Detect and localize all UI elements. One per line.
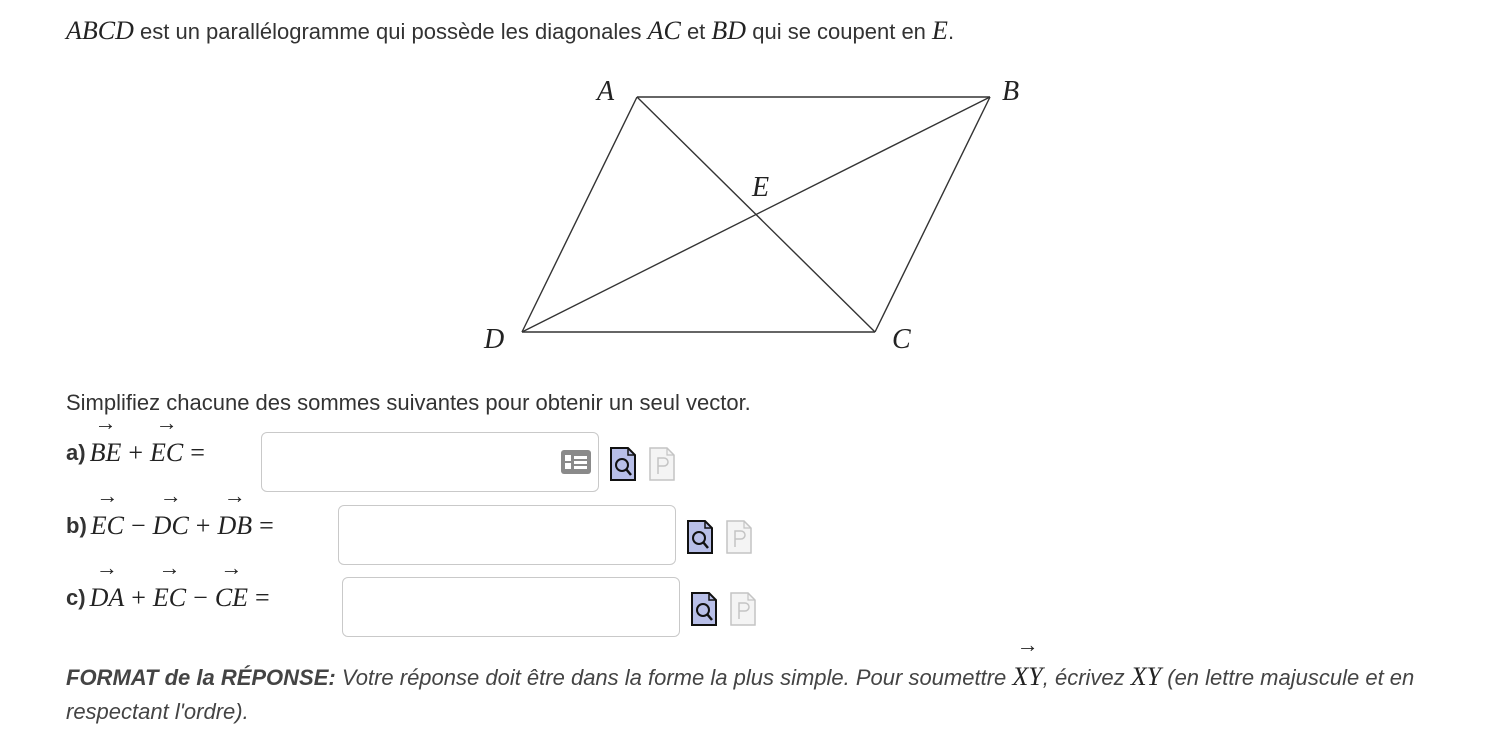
- intro-text-3: qui se coupent en: [752, 19, 926, 44]
- vertex-label-a: A: [597, 76, 615, 107]
- intro-text-2: et: [686, 19, 706, 44]
- question-c-label: c) → DA + → EC − → CE =: [66, 555, 270, 612]
- problem-statement: [66, 16, 954, 46]
- diagonal-1: AC: [647, 16, 681, 45]
- format-text-2: , écrivez: [1042, 665, 1125, 690]
- intersection-point: E: [932, 16, 948, 45]
- format-text-3: (en lettre majuscule et en respectant l'ordre).: [66, 665, 1415, 724]
- help-page-icon[interactable]: [725, 519, 753, 555]
- format-text-1: Votre réponse doit être dans la forme la plus simple. Pour soumettre: [341, 665, 1007, 690]
- help-page-icon[interactable]: [648, 446, 676, 482]
- vertex-label-c: C: [892, 324, 911, 355]
- question-a-label: a) → BE + → EC =: [66, 410, 205, 467]
- question-c: [66, 555, 786, 637]
- diagonal-bd: [522, 97, 990, 332]
- side-bc: [875, 97, 990, 332]
- vertex-label-b: B: [1002, 76, 1020, 107]
- answer-input-b-box[interactable]: [338, 505, 676, 565]
- parallelogram-figure: [470, 70, 1050, 360]
- answer-input-a-box[interactable]: [261, 432, 599, 492]
- intro-text-4: .: [947, 19, 955, 44]
- answer-input-b[interactable]: [339, 506, 675, 564]
- format-vector-example: → XY: [1012, 632, 1043, 691]
- answer-format-note: [66, 632, 1426, 729]
- quad-name: ABCD: [66, 16, 134, 45]
- keyboard-icon[interactable]: [560, 449, 592, 475]
- point-label-e: E: [752, 172, 770, 203]
- instruction-text: Simplifiez chacune des sommes suivantes pour obtenir un seul vector.: [66, 390, 751, 415]
- question-b-label: b) → EC − → DC + → DB =: [66, 483, 274, 540]
- vertex-label-d: D: [484, 324, 505, 355]
- preview-icon[interactable]: [686, 519, 714, 555]
- answer-input-c-box[interactable]: [342, 577, 680, 637]
- preview-icon[interactable]: [690, 591, 718, 627]
- answer-input-a[interactable]: [262, 433, 598, 491]
- side-da: [522, 97, 637, 332]
- format-lead: FORMAT de la RÉPONSE:: [66, 665, 336, 690]
- answer-input-c[interactable]: [343, 578, 679, 636]
- format-plain-example: XY: [1130, 662, 1162, 691]
- diagonal-2: BD: [711, 16, 747, 45]
- preview-icon[interactable]: [609, 446, 637, 482]
- help-page-icon[interactable]: [729, 591, 757, 627]
- intro-text-1: est un parallélogramme qui possède les diagonales: [140, 19, 642, 44]
